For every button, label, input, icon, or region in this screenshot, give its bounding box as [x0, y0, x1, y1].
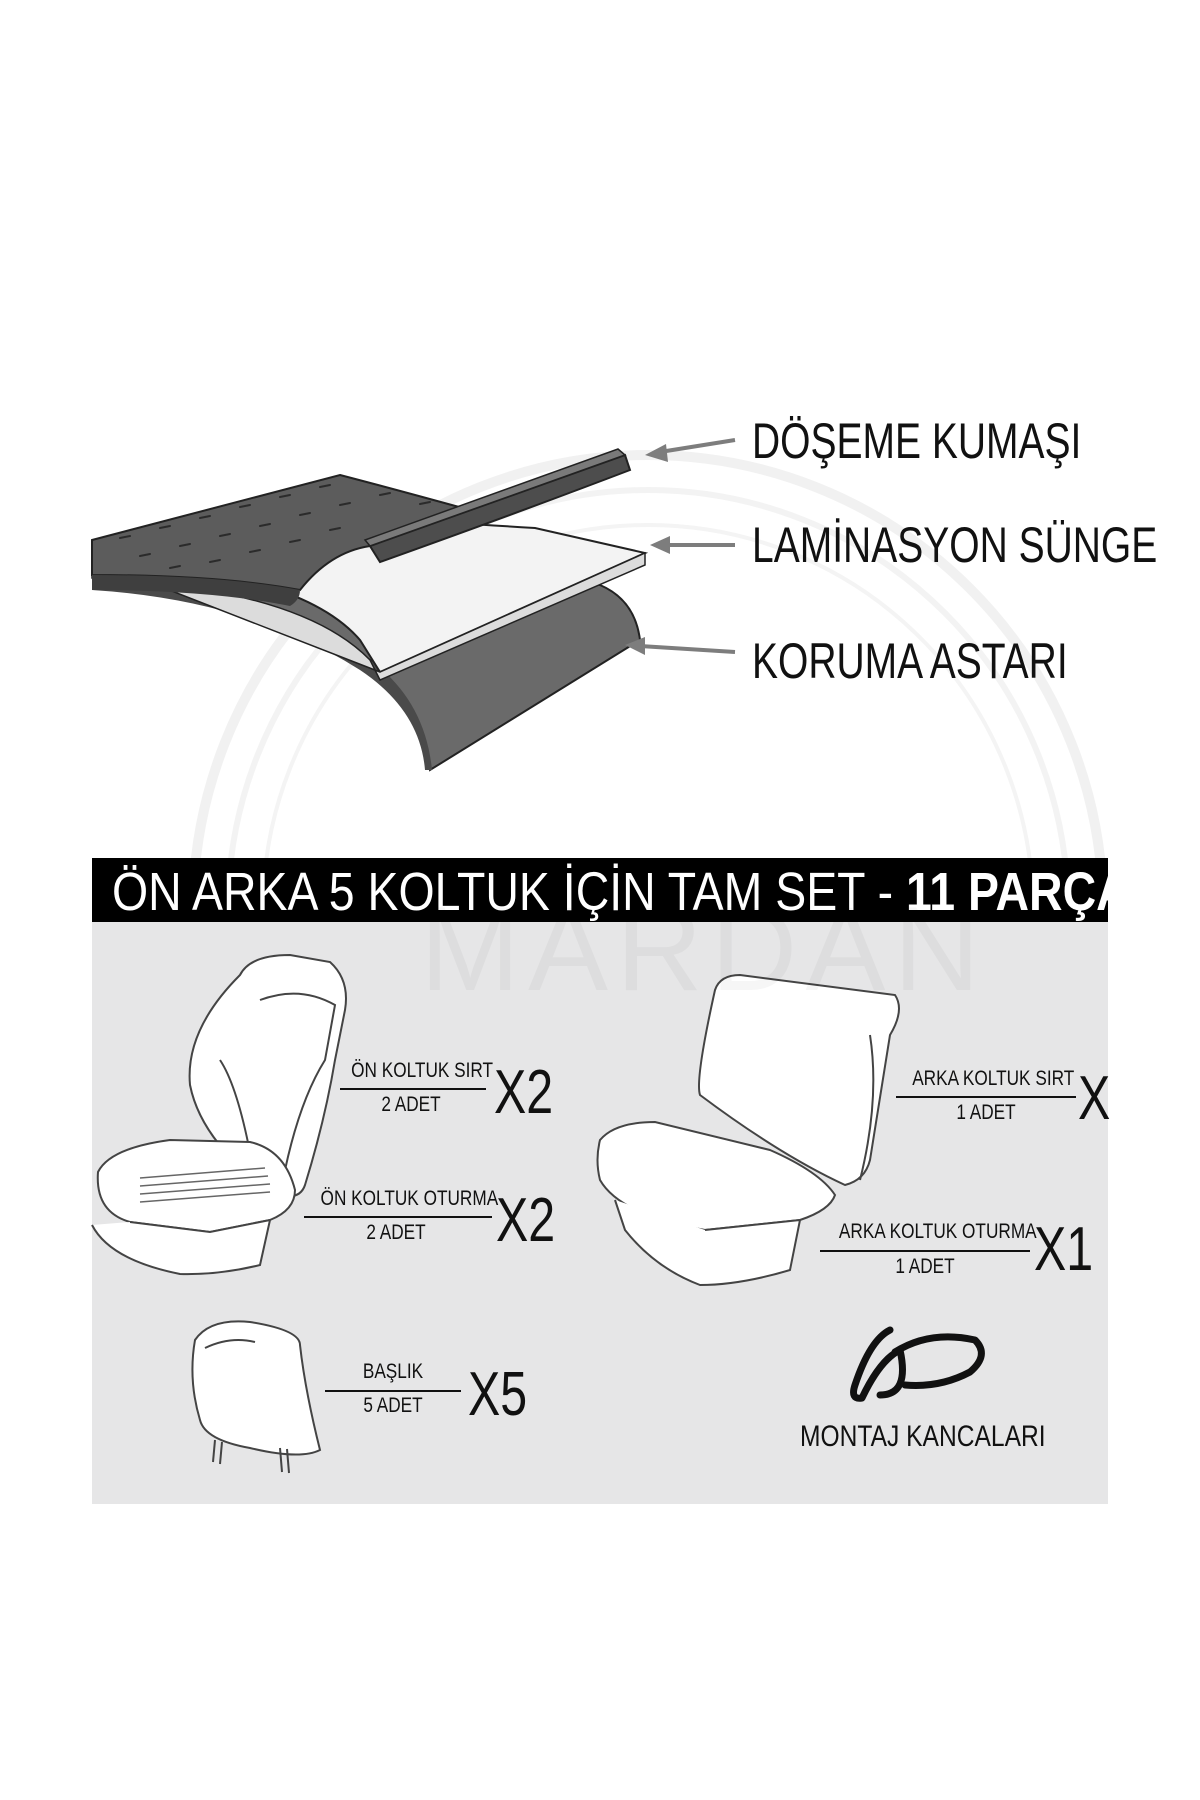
- front-seat-bottom-illustration: [92, 1140, 295, 1274]
- mounting-hooks-icon: [854, 1330, 982, 1398]
- layer-label-foam: LAMİNASYON SÜNGE: [752, 517, 1158, 573]
- headrest-name: BAŞLIK: [362, 1360, 424, 1383]
- rear-seat-caption: [820, 1220, 1037, 1244]
- front-seat-multiplier: X2: [496, 1186, 556, 1255]
- rear-back-name: ARKA KOLTUK SIRT: [912, 1067, 1075, 1090]
- headrest-rule: [325, 1390, 461, 1392]
- rear-seat-multiplier: X1: [1034, 1215, 1094, 1284]
- front-back-qty: 2 ADET: [381, 1093, 441, 1116]
- headrest-multiplier: X5: [468, 1360, 528, 1429]
- banner-title-count: 11 PARÇA: [905, 862, 1130, 922]
- layer-label-backing: KORUMA ASTARI: [752, 633, 1068, 689]
- rear-back-caption: [896, 1067, 1076, 1091]
- rear-back-qty-wrap: [896, 1101, 1076, 1125]
- front-seat-rule: [304, 1216, 492, 1218]
- rear-seat-qty: 1 ADET: [895, 1255, 955, 1278]
- front-back-qty-wrap: [338, 1093, 484, 1117]
- rear-back-multiplier: X: [1078, 1064, 1111, 1133]
- front-seat-qty: 2 ADET: [366, 1221, 426, 1244]
- front-back-rule: [340, 1088, 486, 1090]
- headrest-qty-wrap: [325, 1394, 461, 1418]
- layer-label-fabric: DÖŞEME KUMAŞI: [752, 413, 1082, 469]
- rear-seat-rule: [820, 1250, 1030, 1252]
- watermark-brand: [420, 880, 988, 1018]
- rear-seat-qty-wrap: [820, 1255, 1030, 1279]
- rear-seat-name: ARKA KOLTUK OTURMA: [838, 1220, 1037, 1243]
- front-seat-name: ÖN KOLTUK OTURMA: [320, 1187, 499, 1210]
- rear-back-rule: [896, 1096, 1076, 1098]
- front-back-multiplier: X2: [494, 1058, 554, 1127]
- front-seat-qty-wrap: [304, 1221, 488, 1245]
- mounting-hooks-label: MONTAJ KANCALARI: [800, 1420, 1046, 1453]
- front-seat-caption: [304, 1187, 499, 1211]
- rear-back-qty: 1 ADET: [956, 1101, 1016, 1124]
- headrest-caption: [325, 1360, 461, 1384]
- banner-title-main: ÖN ARKA 5 KOLTUK İÇİN TAM SET -: [112, 862, 906, 922]
- headrest-illustration: [192, 1321, 320, 1473]
- front-back-caption: [338, 1059, 494, 1083]
- headrest-qty: 5 ADET: [363, 1394, 423, 1417]
- front-back-name: ÖN KOLTUK SIRT: [351, 1059, 494, 1082]
